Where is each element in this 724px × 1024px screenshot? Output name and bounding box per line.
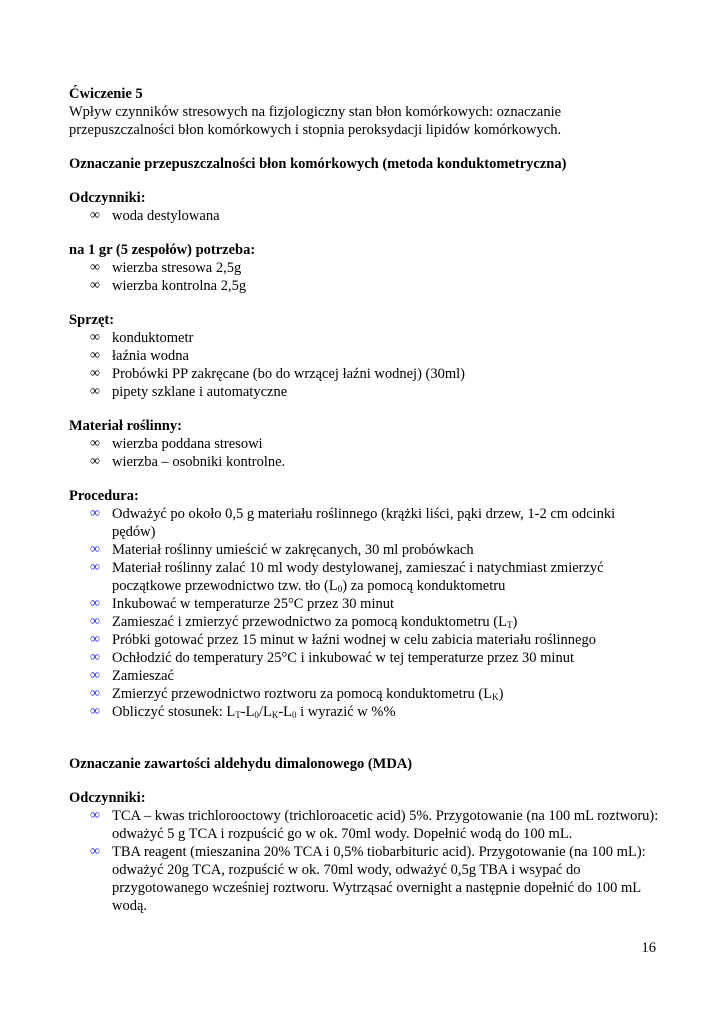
procedure-step: ∞ Zamieszać: [90, 668, 174, 684]
infinity-bullet-icon: ∞: [90, 330, 100, 345]
procedure-step: ∞ Zamieszać i zmierzyć przewodnictwo za pomocą konduktometru $(L_T)$: [90, 614, 518, 630]
list-item: ∞ TCA – kwas trichlorooctowy (trichloroacetic acid) 5%. Przygotowanie (na 100 mL roztworu): odważyć 5 g TCA i rozpuścić go w ok. 70ml wody. Dopełnić wodą do 100 mL.: [90, 808, 659, 842]
list-item: ∞ woda destylowana: [90, 208, 220, 224]
infinity-bullet-icon: ∞: [90, 650, 100, 665]
procedure-step: ∞ Obliczyć stosunek: $L_T-L_0/L_K-L_0$ i wyrazić w %%: [90, 704, 396, 720]
reagents-heading: Odczynniki:: [69, 190, 146, 206]
infinity-bullet-icon: ∞: [90, 454, 100, 469]
infinity-bullet-icon: ∞: [90, 278, 100, 293]
document-page: [69, 85, 659, 915]
equipment-heading: Sprzęt:: [69, 312, 115, 328]
procedure-step: ∞ Odważyć po około 0,5 g materiału roślinnego (krążki liści, pąki drzew, 1-2 cm odcinki pędów): [90, 506, 616, 540]
infinity-bullet-icon: ∞: [90, 208, 100, 223]
list-item: ∞ wierzba – osobniki kontrolne.: [90, 454, 286, 470]
exercise-title: Ćwiczenie 5: [69, 86, 143, 102]
procedure-step: ∞ Materiał roślinny zalać 10 ml wody destylowanej, zamieszać i natychmiast zmierzyć początkowe przewodnictwo tzw. tło $(L_0)$ za pomocą konduktometru: [90, 560, 604, 594]
infinity-bullet-icon: ∞: [90, 614, 100, 629]
infinity-bullet-icon: ∞: [90, 348, 100, 363]
infinity-bullet-icon: ∞: [90, 560, 100, 575]
procedure-step: ∞ Zmierzyć przewodnictwo roztworu za pomocą konduktometru $(L_K)$: [90, 686, 504, 702]
section1-heading: Oznaczanie przepuszczalności błon komórkowych (metoda konduktometryczna): [69, 156, 567, 172]
per-group-list: [69, 259, 659, 295]
mda-reagents-list: [69, 807, 659, 915]
infinity-bullet-icon: ∞: [90, 384, 100, 399]
list-item: ∞ pipety szklane i automatyczne: [90, 384, 288, 400]
material-list: [69, 435, 659, 471]
page-number: 16: [641, 940, 656, 956]
infinity-bullet-icon: ∞: [90, 366, 100, 381]
exercise-subtitle: Wpływ czynników stresowych na fizjologiczny stan błon komórkowych: oznaczanie przepuszczalności błon komórkowych i stopnia peroksydacji lipidów komórkowych.: [69, 104, 562, 138]
list-item: ∞ wierzba poddana stresowi: [90, 436, 263, 452]
list-item: ∞ wierzba stresowa 2,5g: [90, 260, 242, 276]
infinity-bullet-icon: ∞: [90, 506, 100, 521]
mda-reagents-heading: Odczynniki:: [69, 790, 146, 806]
list-item: ∞ łaźnia wodna: [90, 348, 189, 364]
infinity-bullet-icon: ∞: [90, 542, 100, 557]
infinity-bullet-icon: ∞: [90, 844, 100, 859]
infinity-bullet-icon: ∞: [90, 260, 100, 275]
list-item: ∞ TBA reagent (mieszanina 20% TCA i 0,5% tiobarbituric acid). Przygotowanie (na 100 mL): odważyć 20g TCA, rozpuścić w ok. 70ml wody, odważyć 0,5g TBA i wsypać do przygotowanego wcześniej roztworu. Wytrząsać overnight a następnie dopełnić do 100 mL wodą.: [90, 844, 646, 914]
procedure-step: ∞ Inkubować w temperaturze 25°C przez 30 minut: [90, 596, 395, 612]
procedure-list: [69, 505, 659, 721]
infinity-bullet-icon: ∞: [90, 704, 100, 719]
per-group-heading: na 1 gr (5 zespołów) potrzeba:: [69, 242, 256, 258]
procedure-step: ∞ Ochłodzić do temperatury 25°C i inkubować w tej temperaturze przez 30 minut: [90, 650, 574, 666]
infinity-bullet-icon: ∞: [90, 632, 100, 647]
list-item: ∞ wierzba kontrolna 2,5g: [90, 278, 247, 294]
infinity-bullet-icon: ∞: [90, 808, 100, 823]
infinity-bullet-icon: ∞: [90, 596, 100, 611]
infinity-bullet-icon: ∞: [90, 668, 100, 683]
procedure-step: ∞ Próbki gotować przez 15 minut w łaźni wodnej w celu zabicia materiału roślinnego: [90, 632, 596, 648]
section2-heading: Oznaczanie zawartości aldehydu dimalonowego (MDA): [69, 756, 413, 772]
list-item: ∞ konduktometr: [90, 330, 194, 346]
procedure-step: ∞ Materiał roślinny umieścić w zakręcanych, 30 ml probówkach: [90, 542, 474, 558]
infinity-bullet-icon: ∞: [90, 436, 100, 451]
infinity-bullet-icon: ∞: [90, 686, 100, 701]
material-heading: Materiał roślinny:: [69, 418, 182, 434]
equipment-list: [69, 329, 659, 401]
procedure-heading: Procedura:: [69, 488, 139, 504]
list-item: ∞ Probówki PP zakręcane (bo do wrzącej łaźni wodnej) (30ml): [90, 366, 465, 382]
reagents-list: [69, 207, 659, 225]
